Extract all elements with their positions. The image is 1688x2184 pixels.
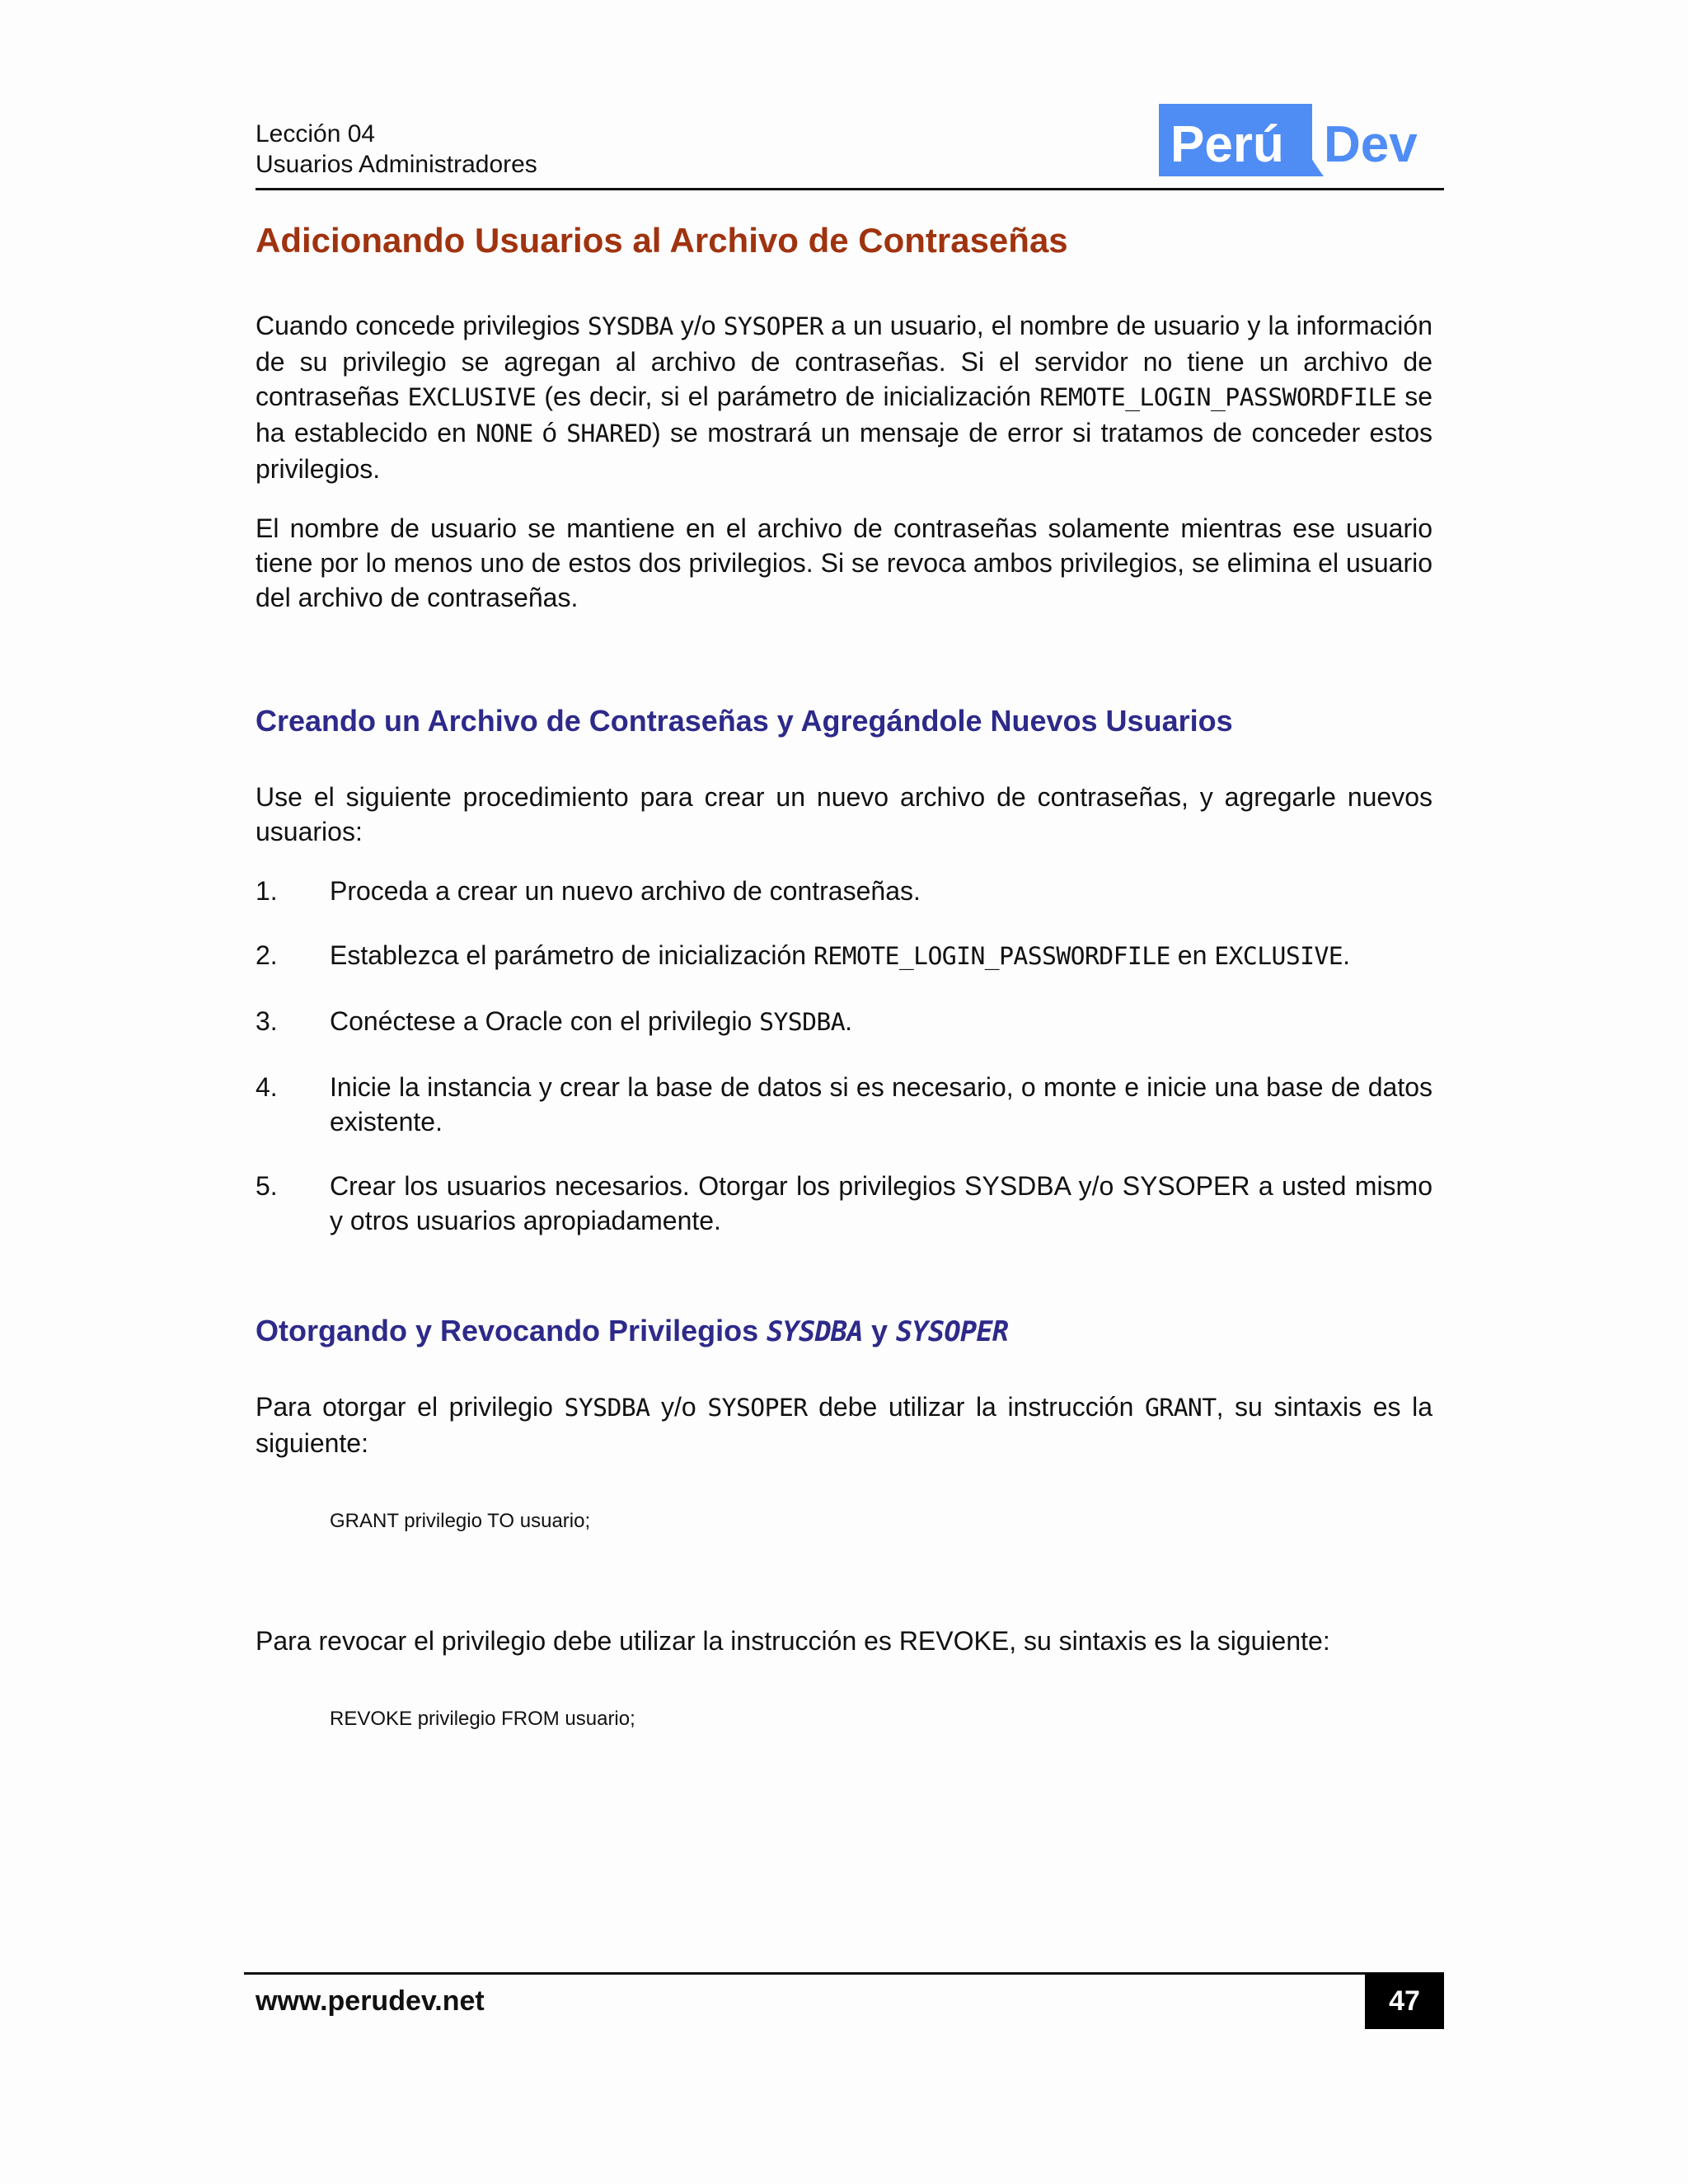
text-run: , su sintaxis es la siguiente: [256, 1392, 1433, 1458]
code-term: EXCLUSIVE [1214, 942, 1343, 971]
code-term: EXCLUSIVE [407, 383, 537, 412]
step-number: 2. [256, 940, 278, 970]
step-number: 1. [256, 876, 278, 906]
step-text: Conéctese a Oracle con el privilegio [330, 1006, 760, 1036]
step-text: Inicie la instancia y crear la base de datos si es necesario, o monte e inicie una base de datos existente. [330, 1072, 1432, 1137]
code-term: SHARED [566, 419, 652, 448]
text-run: y/o [673, 311, 724, 340]
step-number: 3. [256, 1006, 278, 1036]
step-text: Crear los usuarios necesarios. Otorgar los privilegios SYSDBA y/o SYSOPER a usted mismo y otros usuarios apropiadamente. [330, 1171, 1432, 1235]
code-term: SYSOPER [707, 1394, 808, 1422]
text-run: (es decir, si el parámetro de inicialización [536, 382, 1040, 411]
main-content [256, 221, 1432, 1731]
list-item [256, 1004, 1432, 1040]
step-text: . [1343, 940, 1350, 970]
perudev-logo [1159, 101, 1431, 180]
footer-website-link[interactable]: www.perudev.net [256, 1985, 485, 2017]
step-text: Establezca el parámetro de inicialización [330, 940, 814, 970]
step-number: 5. [256, 1171, 278, 1201]
step-number: 4. [256, 1072, 278, 1102]
code-term: GRANT [1144, 1394, 1217, 1422]
paragraph-username-retention: El nombre de usuario se mantiene en el archivo de contraseñas solamente mientras ese usuario tiene por lo menos uno de estos dos privilegios. Si se revoca ambos privilegios, se elimina el usuario del archivo de contraseñas. [256, 513, 1432, 612]
lesson-number: Lección 04 [256, 120, 376, 148]
title-run: Otorgando y Revocando Privilegios [256, 1314, 767, 1347]
code-term: REMOTE_LOGIN_PASSWORDFILE [813, 942, 1170, 971]
text-run: Para otorgar el privilegio [256, 1392, 565, 1422]
logo-text-dev: Dev [1324, 116, 1418, 173]
list-item [256, 938, 1432, 974]
text-run: Cuando concede privilegios [256, 311, 588, 340]
paragraph-grant-info [256, 308, 1432, 486]
paragraph-procedure-intro: Use el siguiente procedimiento para crear un nuevo archivo de contraseñas, y agregarle nuevos usuarios: [256, 782, 1432, 846]
section-title-create-password-file: Creando un Archivo de Contraseñas y Agregándole Nuevos Usuarios [256, 704, 1233, 738]
list-item [256, 1070, 1432, 1139]
text-run: debe utilizar la instrucción [807, 1392, 1145, 1422]
logo-text-peru: Perú [1170, 116, 1284, 173]
code-term: REMOTE_LOGIN_PASSWORDFILE [1039, 383, 1397, 412]
list-item [256, 1169, 1432, 1238]
section-title-adding-users: Adicionando Usuarios al Archivo de Contraseñas [256, 221, 1068, 260]
text-run: se ha establecido en [256, 382, 1432, 448]
code-term: SYSDBA [587, 312, 673, 341]
code-revoke-statement: REVOKE privilegio FROM usuario; [330, 1708, 635, 1730]
lesson-title: Usuarios Administradores [256, 151, 537, 178]
code-term: NONE [476, 419, 533, 448]
code-term: SYSDBA [564, 1394, 650, 1422]
text-run: ) se mostrará un mensaje de error si tratamos de conceder estos privilegios. [256, 418, 1433, 484]
code-term: SYSDBA [767, 1315, 864, 1347]
step-text: . [845, 1006, 852, 1036]
title-run: y [863, 1314, 897, 1347]
page-number: 47 [1365, 1973, 1444, 2029]
text-run: y/o [649, 1392, 708, 1422]
code-grant-statement: GRANT privilegio TO usuario; [330, 1510, 591, 1532]
text-run: ó [532, 418, 567, 448]
section-title-grant-revoke [256, 1314, 1432, 1348]
code-term: SYSOPER [896, 1315, 1009, 1347]
text-run: a un usuario, el nombre de usuario y la información de su privilegio se agregan al archivo de contraseñas. Si el servidor no tiene un archivo de contraseñas [256, 311, 1433, 411]
page-header [256, 115, 1444, 190]
procedure-steps [256, 874, 1432, 1238]
code-term: SYSDBA [759, 1008, 846, 1037]
code-term: SYSOPER [723, 312, 823, 341]
header-text [256, 119, 537, 180]
list-item [256, 874, 1432, 908]
paragraph-revoke-syntax: Para revocar el privilegio debe utilizar la instrucción es REVOKE, su sintaxis es la siguiente: [256, 1626, 1330, 1656]
step-text: en [1170, 940, 1215, 970]
paragraph-grant-syntax [256, 1390, 1432, 1460]
step-text: Proceda a crear un nuevo archivo de contraseñas. [330, 876, 921, 906]
footer-divider [244, 1972, 1444, 1975]
header-divider [256, 188, 1444, 190]
